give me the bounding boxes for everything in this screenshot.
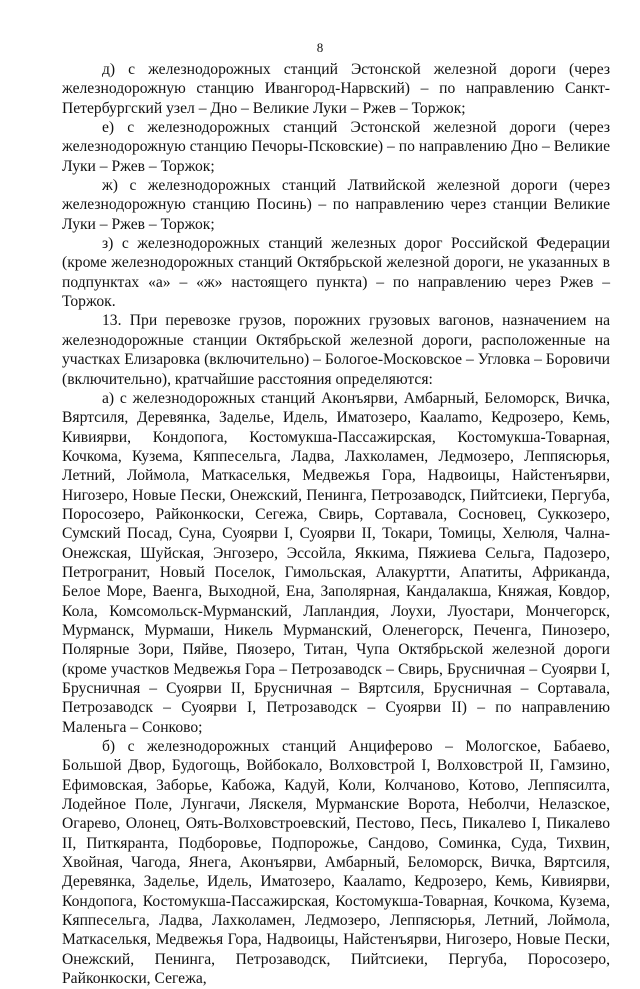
- page-number: 8: [316, 40, 324, 55]
- paragraph-zh: ж) с железнодорожных станций Латвийской железной дороги (через железнодорожную станцию Посинь) – по направлению через станции Великие Луки – Ржев – Торжок;: [62, 177, 610, 233]
- document-body: [62, 60, 610, 989]
- paragraph-13: 13. При перевозке грузов, порожних грузовых вагонов, назначением на железнодорожные станции Октябрьской железной дороги, расположенные на участках Елизаровка (включительно) – Бологое-Московское – Угловка – Боровичи (включительно), кратчайшие расстояния определяются:: [62, 312, 611, 388]
- paragraph-d: д) с железнодорожных станций Эстонской железной дороги (через железнодорожную станцию Ивангород-Нарвский) – по направлению Санкт-Петербургский узел – Дно – Великие Луки – Ржев – Торжок;: [62, 61, 610, 117]
- paragraph-13-b: б) с железнодорожных станций Анциферово – Мологское, Бабаево, Большой Двор, Будогощь, Войбокало, Волховстрой I, Волховстрой II, Гамзино, Ефимовская, Заборье, Кабожа, Кадуй, Коли, Колчаново, Котово, Леппясилта, Лодейное Поле, Лунгачи, Ляскеля, Мурманские Ворота, Неболчи, Нелазское, Огарево, Олонец, Оять-Волховстроевский, Пестово, Песь, Пикалево I, Пикалево II, Питкяранта, Подборовье, Подпорожье, Сандово, Соминка, Суда, Тихвин, Хвойная, Чагода, Янега, Аконъярви, Амбарный, Беломорск, Вичка, Вяртсиля, Деревянка, Заделье, Идель, Иматозеро, Каалamo, Кедрозеро, Кемь, Кивиярви, Кондопога, Костомукша-Пассажирская, Костомукша-Товарная, Кочкома, Кузема, Кяппесельга, Ладва, Лахколамен, Ледмозеро, Леппясюрья, Летний, Лоймола, Маткаселькя, Медвежья Гора, Надвоицы, Найстенъярви, Нигозеро, Новые Пески, Онежский, Пенинга, Петрозаводск, Пийтсиеки, Пергуба, Поросозеро, Райконкоски, Сегежа,: [62, 738, 610, 988]
- paragraph-e: е) с железнодорожных станций Эстонской железной дороги (через железнодорожную станцию Печоры-Псковские) – по направлению Дно – Великие Луки – Ржев – Торжок;: [62, 119, 610, 175]
- paragraph-13-a: а) с железнодорожных станций Аконъярви, Амбарный, Беломорск, Вичка, Вяртсиля, Деревянка, Заделье, Идель, Иматозеро, Каалamo, Кедрозеро, Кемь, Кивиярви, Кондопога, Костомукша-Пассажирская, Костомукша-Товарная, Кочкома, Кузема, Кяппесельга, Ладва, Лахколамен, Ледмозеро, Леппясюрья, Летний, Лоймола, Маткаселькя, Медвежья Гора, Надвоицы, Найстенъярви, Нигозеро, Новые Пески, Онежский, Пенинга, Петрозаводск, Пийтсиеки, Пергуба, Поросозеро, Райконкоски, Сегежа, Свирь, Сортавала, Сосновец, Суккозеро, Сумский Посад, Суна, Суоярви I, Суоярви II, Токари, Томицы, Хелюля, Чална-Онежская, Шуйская, Энгозеро, Эссойла, Яккима, Пяжиева Сельга, Падозеро, Петрогранит, Новый Поселок, Гимольская, Алакуртти, Апатиты, Африканда, Белое Море, Ваенга, Выходной, Ена, Заполярная, Кандалакша, Княжая, Ковдор, Кола, Комсомольск-Мурманский, Лапландия, Лоухи, Луостари, Мончегорск, Мурманск, Мурмаши, Никель Мурманский, Оленегорск, Печенга, Пинозеро, Полярные Зори, Пяйве, Пяозеро, Титан, Чупа Октябрьской железной дороги (кроме участков Медвежья Гора – Петрозаводск – Свирь, Брусничная – Суоярви I, Брусничная – Суоярви II, Брусничная – Вяртсиля, Брусничная – Сортавала, Петрозаводск – Суоярви I, Петрозаводск – Суоярви II) – по направлению Маленьга – Сонково;: [62, 389, 610, 736]
- paragraph-z: з) с железнодорожных станций железных дорог Российской Федерации (кроме железнодорожных станций Октябрьской железной дороги, не указанных в подпунктах «а» – «ж» настоящего пункта) – по направлению через Ржев – Торжок.: [62, 235, 610, 311]
